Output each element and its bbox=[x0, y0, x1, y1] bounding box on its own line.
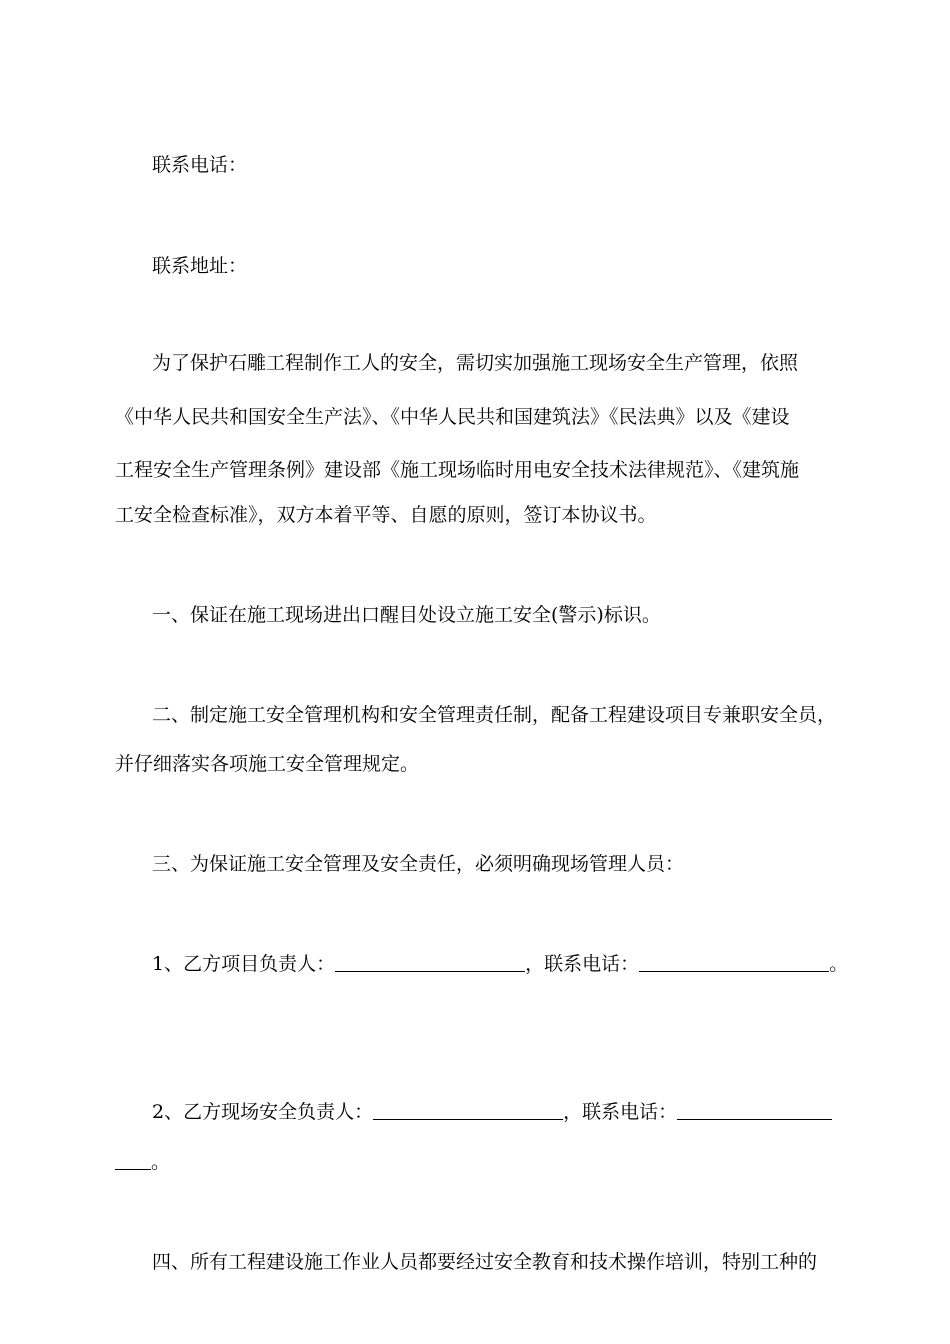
clause-1: 一、保证在施工现场进出口醒目处设立施工安全(警示)标识。 bbox=[152, 604, 661, 626]
safety-manager-blank bbox=[373, 1101, 563, 1120]
project-manager-phone-blank bbox=[639, 953, 829, 972]
safety-manager-phone-blank-cont bbox=[115, 1151, 151, 1170]
clause-2-line-1: 二、制定施工安全管理机构和安全管理责任制，配备工程建设项目专兼职安全员， bbox=[152, 704, 837, 726]
preamble-line-3: 工程安全生产管理条例》建设部《施工现场临时用电安全技术法律规范》、《建筑施 bbox=[115, 459, 800, 481]
contact-phone-label: 联系电话： bbox=[152, 154, 248, 176]
item-2-continuation bbox=[115, 1150, 855, 1174]
item-1-label: 1、乙方项目负责人： bbox=[152, 953, 336, 975]
item-1 bbox=[152, 952, 855, 976]
item-2 bbox=[152, 1100, 855, 1124]
item-2-label: 2、乙方现场安全负责人： bbox=[152, 1101, 374, 1123]
project-manager-blank bbox=[335, 953, 525, 972]
item-2-end: 。 bbox=[151, 1151, 171, 1173]
item-2-phone-label: ，联系电话： bbox=[563, 1101, 678, 1123]
clause-4: 四、所有工程建设施工作业人员都要经过安全教育和技术操作培训，特别工种的 bbox=[152, 1251, 818, 1273]
clause-2-line-2: 并仔细落实各项施工安全管理规定。 bbox=[115, 753, 420, 775]
preamble-line-2: 《中华人民共和国安全生产法》、《中华人民共和国建筑法》《民法典》以及《建设 bbox=[115, 406, 790, 428]
item-1-end: 。 bbox=[829, 953, 849, 975]
safety-manager-phone-blank bbox=[677, 1101, 832, 1120]
item-1-phone-label: ，联系电话： bbox=[525, 953, 640, 975]
clause-3: 三、为保证施工安全管理及安全责任，必须明确现场管理人员： bbox=[152, 853, 685, 875]
preamble-line-1: 为了保护石雕工程制作工人的安全，需切实加强施工现场安全生产管理，依照 bbox=[152, 352, 799, 374]
contact-address-label: 联系地址： bbox=[152, 255, 248, 277]
preamble-line-4: 工安全检查标准》，双方本着平等、自愿的原则，签订本协议书。 bbox=[115, 504, 657, 526]
